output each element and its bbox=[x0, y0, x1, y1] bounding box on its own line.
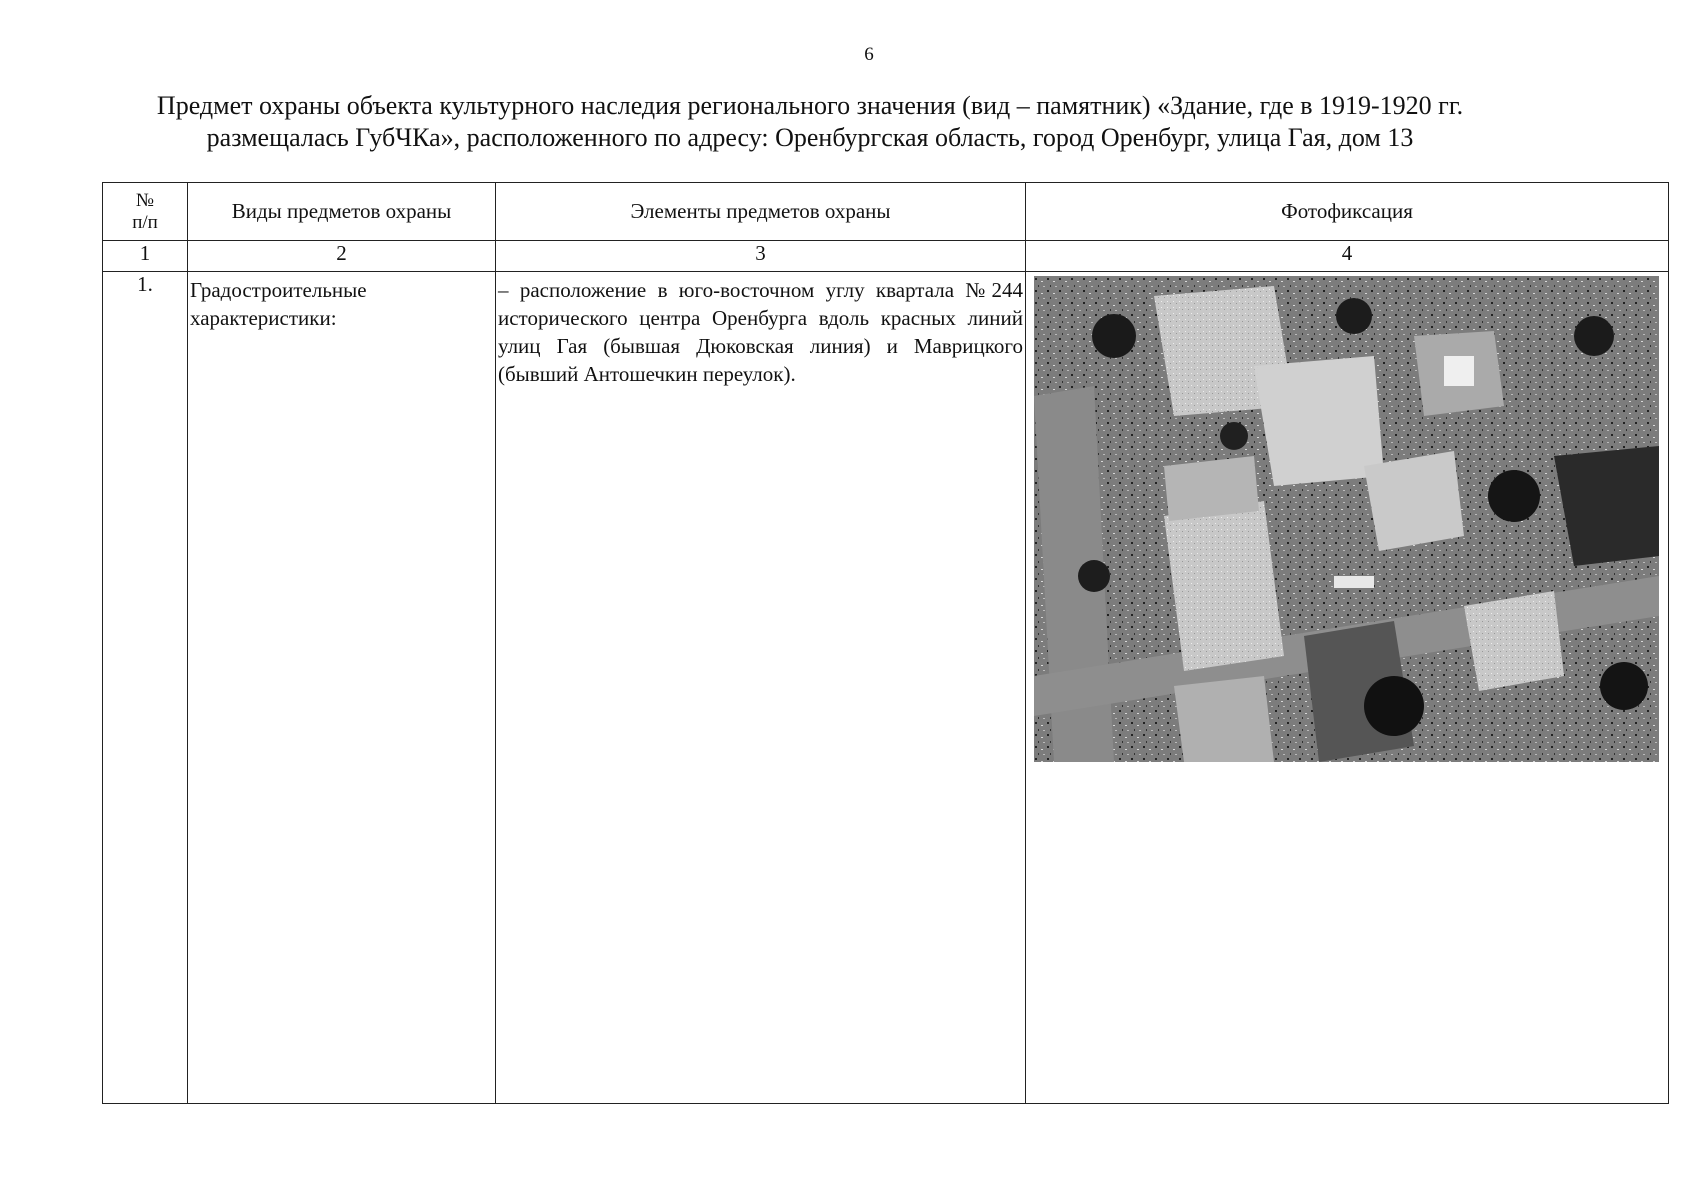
header-number-line2: п/п bbox=[132, 211, 158, 233]
protection-table bbox=[102, 182, 1669, 1104]
aerial-photo bbox=[1034, 276, 1659, 762]
header-types: Виды предметов охраны bbox=[188, 183, 496, 241]
title-line-2: размещалась ГубЧКа», расположенного по адресу: Оренбургская область, город Оренбург, улица Гая, дом 13 bbox=[206, 123, 1414, 152]
title-line-1: Предмет охраны объекта культурного наследия регионального значения (вид – памятник) «Здание, где в 1919-1920 гг. bbox=[156, 91, 1464, 120]
index-cell: 3 bbox=[496, 241, 1026, 272]
table-row bbox=[103, 272, 1669, 1104]
index-row bbox=[103, 241, 1669, 272]
document-title bbox=[140, 90, 1480, 154]
row-element bbox=[496, 272, 1026, 1104]
row-type-line2: характеристики: bbox=[190, 306, 337, 330]
header-elements: Элементы предметов охраны bbox=[496, 183, 1026, 241]
header-row bbox=[103, 183, 1669, 241]
header-number bbox=[103, 183, 188, 241]
header-number-line1: № bbox=[135, 189, 155, 211]
row-type-text bbox=[188, 272, 495, 332]
index-cell: 4 bbox=[1026, 241, 1669, 272]
index-cell: 2 bbox=[188, 241, 496, 272]
row-photo bbox=[1026, 272, 1669, 1104]
row-element-text: – расположение в юго-восточном углу квартала №244 исторического центра Оренбурга вдоль красных линий улиц Гая (бывшая Дюковская линия) и Маврицкого (бывший Антошечкин переулок). bbox=[498, 278, 1023, 386]
row-number: 1. bbox=[103, 272, 188, 1104]
header-photo: Фотофиксация bbox=[1026, 183, 1669, 241]
index-cell: 1 bbox=[103, 241, 188, 272]
row-type-line1: Градостроительные bbox=[190, 278, 367, 302]
row-type bbox=[188, 272, 496, 1104]
page-number: 6 bbox=[864, 44, 874, 65]
